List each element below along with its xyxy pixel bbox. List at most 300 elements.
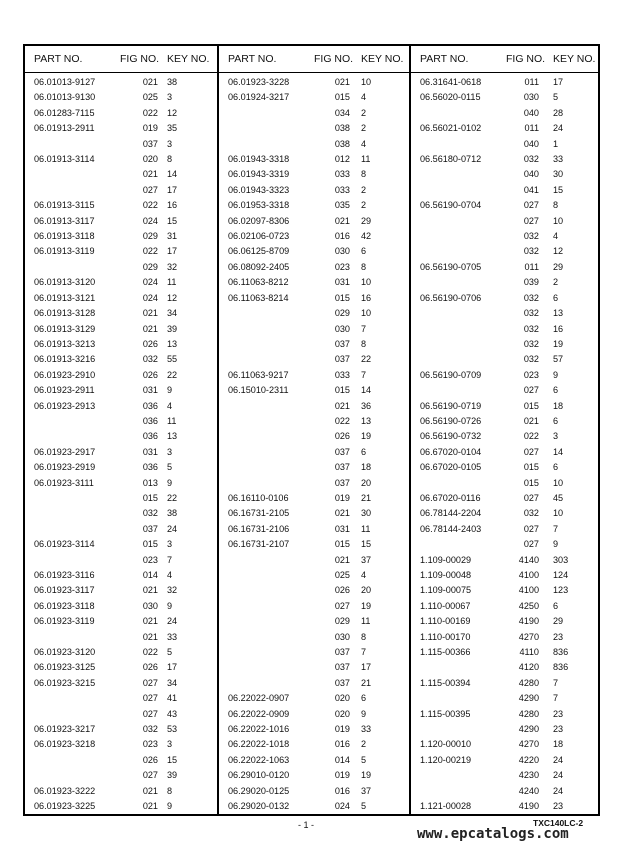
table-row <box>411 476 598 491</box>
table-row <box>25 90 217 105</box>
key-number: 4 <box>553 231 559 242</box>
key-number: 14 <box>167 169 178 180</box>
column-header <box>219 46 409 73</box>
part-number: 06.16731-2107 <box>228 539 290 550</box>
key-number: 2 <box>361 200 367 211</box>
table-row <box>219 537 409 552</box>
fig-number: 037 <box>334 354 350 365</box>
fig-number: 021 <box>334 400 350 411</box>
part-number: 06.56021-0102 <box>420 123 482 134</box>
fig-number: 021 <box>142 77 158 87</box>
fig-number: 025 <box>142 92 158 103</box>
table-row <box>219 106 409 121</box>
table-row <box>411 75 598 90</box>
header-part-no: PART NO. <box>34 53 83 65</box>
key-number: 29 <box>553 616 564 627</box>
part-number: 1.109-00048 <box>420 570 472 580</box>
column-header <box>411 46 598 73</box>
key-number: 24 <box>553 754 564 765</box>
table-row <box>219 722 409 737</box>
fig-number: 032 <box>523 508 539 519</box>
part-number: 06.01923-3218 <box>34 739 96 750</box>
key-number: 16 <box>361 292 372 303</box>
table-row <box>411 753 598 768</box>
part-number: 06.78144-2204 <box>420 508 482 519</box>
fig-number: 027 <box>523 523 539 534</box>
table-row <box>25 645 217 660</box>
part-number: 06.01923-3119 <box>34 616 95 627</box>
table-row <box>411 214 598 229</box>
table-row <box>25 167 217 182</box>
fig-number: 023 <box>142 739 158 750</box>
part-number: 06.01924-3217 <box>228 92 290 103</box>
fig-number: 015 <box>334 92 350 103</box>
table-row <box>25 214 217 229</box>
fig-number: 032 <box>523 323 539 334</box>
key-number: 31 <box>167 231 178 242</box>
table-row <box>411 399 598 414</box>
key-number: 15 <box>167 754 178 765</box>
fig-number: 031 <box>334 277 350 288</box>
table-row <box>25 399 217 414</box>
table-row <box>25 722 217 737</box>
part-number: 06.01923-3228 <box>228 77 290 87</box>
fig-number: 019 <box>334 724 350 735</box>
page-number: - 1 - <box>298 820 315 830</box>
key-number: 9 <box>167 600 173 611</box>
table-row <box>219 90 409 105</box>
key-number: 11 <box>167 277 177 288</box>
fig-number: 023 <box>334 261 350 272</box>
table-row <box>411 368 598 383</box>
fig-number: 021 <box>142 785 158 796</box>
key-number: 4 <box>167 570 173 580</box>
fig-number: 019 <box>142 123 158 134</box>
fig-number: 011 <box>524 77 539 87</box>
table-row <box>411 522 598 537</box>
key-number: 12 <box>167 292 178 303</box>
key-number: 43 <box>167 708 178 719</box>
part-number: 06.29010-0120 <box>228 770 290 781</box>
fig-number: 040 <box>523 138 539 149</box>
table-row <box>219 476 409 491</box>
fig-number: 4240 <box>518 785 539 796</box>
table-row <box>25 322 217 337</box>
fig-number: 4280 <box>518 677 539 688</box>
fig-number: 024 <box>142 292 158 303</box>
key-number: 8 <box>361 261 367 272</box>
table-row <box>25 784 217 799</box>
key-number: 14 <box>553 446 564 457</box>
table-row <box>219 214 409 229</box>
fig-number: 027 <box>523 446 539 457</box>
key-number: 5 <box>167 462 173 473</box>
table-row <box>219 660 409 675</box>
table-row <box>411 275 598 290</box>
key-number: 4 <box>361 570 367 580</box>
fig-number: 026 <box>142 662 158 673</box>
table-row <box>411 445 598 460</box>
key-number: 9 <box>167 385 173 396</box>
table-row <box>411 291 598 306</box>
key-number: 7 <box>167 554 173 565</box>
key-number: 5 <box>167 647 173 658</box>
fig-number: 4140 <box>518 554 539 565</box>
table-row <box>219 630 409 645</box>
part-number: 06.01943-3318 <box>228 154 290 165</box>
fig-number: 021 <box>142 616 158 627</box>
table-row <box>25 707 217 722</box>
table-row <box>411 660 598 675</box>
part-number: 06.01913-3115 <box>34 200 95 211</box>
watermark-url: www.epcatalogs.com <box>417 826 569 842</box>
fig-number: 027 <box>142 184 158 195</box>
fig-number: 027 <box>523 539 539 550</box>
key-number: 5 <box>361 801 367 812</box>
key-number: 124 <box>553 570 569 580</box>
fig-number: 037 <box>334 338 350 349</box>
part-number: 06.01923-2913 <box>34 400 96 411</box>
table-row <box>219 291 409 306</box>
fig-number: 027 <box>523 215 539 226</box>
key-number: 6 <box>553 385 559 396</box>
key-number: 6 <box>553 292 559 303</box>
fig-number: 4230 <box>518 770 539 781</box>
key-number: 2 <box>361 107 367 118</box>
fig-number: 015 <box>142 539 158 550</box>
key-number: 39 <box>167 770 178 781</box>
table-row <box>219 599 409 614</box>
part-number: 06.01913-2911 <box>34 123 95 134</box>
table-row <box>411 137 598 152</box>
key-number: 24 <box>167 523 178 534</box>
fig-number: 4290 <box>518 693 539 704</box>
key-number: 33 <box>553 154 564 165</box>
part-number: 06.01913-3120 <box>34 277 96 288</box>
key-number: 16 <box>167 200 178 211</box>
key-number: 39 <box>167 323 178 334</box>
part-number: 06.22022-1016 <box>228 724 290 735</box>
table-row <box>219 121 409 136</box>
fig-number: 027 <box>142 708 158 719</box>
part-number: 1.115-00366 <box>420 647 471 658</box>
table-row <box>411 352 598 367</box>
table-row <box>25 491 217 506</box>
table-row <box>219 553 409 568</box>
part-number: 06.16110-0106 <box>228 492 289 503</box>
key-number: 3 <box>553 431 559 442</box>
fig-number: 021 <box>142 801 158 812</box>
table-row <box>219 707 409 722</box>
table-row <box>25 183 217 198</box>
fig-number: 032 <box>142 508 158 519</box>
fig-number: 027 <box>142 770 158 781</box>
key-number: 10 <box>361 277 372 288</box>
table-row <box>219 183 409 198</box>
header-fig-no: FIG NO. <box>120 53 160 65</box>
fig-number: 032 <box>523 338 539 349</box>
part-number: 06.01923-3125 <box>34 662 96 673</box>
key-number: 1 <box>553 138 559 149</box>
fig-number: 031 <box>334 523 350 534</box>
table-row <box>411 167 598 182</box>
table-row <box>25 537 217 552</box>
fig-number: 029 <box>142 231 158 242</box>
key-number: 6 <box>553 600 559 611</box>
table-row <box>411 614 598 629</box>
key-number: 9 <box>553 369 559 380</box>
table-row <box>219 137 409 152</box>
fig-number: 4190 <box>518 801 539 812</box>
fig-number: 027 <box>334 600 350 611</box>
key-number: 14 <box>361 385 372 396</box>
table-row <box>219 784 409 799</box>
key-number: 6 <box>361 446 367 457</box>
key-number: 21 <box>361 677 372 688</box>
table-row <box>25 506 217 521</box>
fig-number: 037 <box>334 477 350 488</box>
table-row <box>219 691 409 706</box>
key-number: 10 <box>361 308 372 319</box>
part-number: 06.01923-3225 <box>34 801 96 812</box>
fig-number: 022 <box>142 200 158 211</box>
fig-number: 4270 <box>518 739 539 750</box>
table-row <box>411 198 598 213</box>
table-row <box>25 260 217 275</box>
fig-number: 022 <box>334 415 350 426</box>
part-number: 06.01913-3114 <box>34 154 95 165</box>
key-number: 18 <box>553 400 564 411</box>
table-row <box>25 337 217 352</box>
fig-number: 037 <box>334 446 350 457</box>
key-number: 7 <box>553 523 559 534</box>
table-column-2 <box>217 46 409 814</box>
key-number: 34 <box>167 677 178 688</box>
part-number: 06.31641-0618 <box>420 77 482 87</box>
fig-number: 033 <box>334 169 350 180</box>
key-number: 30 <box>361 508 372 519</box>
fig-number: 026 <box>334 585 350 596</box>
fig-number: 029 <box>142 261 158 272</box>
table-column-1 <box>25 46 217 814</box>
table-row <box>411 583 598 598</box>
fig-number: 022 <box>142 107 158 118</box>
table-row <box>25 383 217 398</box>
fig-number: 4100 <box>518 585 539 596</box>
key-number: 22 <box>167 369 178 380</box>
fig-number: 020 <box>334 693 350 704</box>
key-number: 10 <box>553 215 564 226</box>
part-number: 1.115-00395 <box>420 708 471 719</box>
part-number: 06.67020-0116 <box>420 492 481 503</box>
part-number: 06.67020-0105 <box>420 462 482 473</box>
table-row <box>25 352 217 367</box>
fig-number: 040 <box>523 169 539 180</box>
fig-number: 030 <box>523 92 539 103</box>
table-row <box>411 414 598 429</box>
key-number: 8 <box>361 631 367 642</box>
part-number: 06.01923-2910 <box>34 369 96 380</box>
fig-number: 037 <box>142 523 158 534</box>
table-row <box>25 244 217 259</box>
table-row <box>411 506 598 521</box>
key-number: 19 <box>553 338 564 349</box>
header-key-no: KEY NO. <box>167 53 210 65</box>
table-row <box>219 337 409 352</box>
part-number: 06.01913-3119 <box>34 246 95 257</box>
table-row <box>219 260 409 275</box>
table-row <box>411 183 598 198</box>
key-number: 7 <box>361 323 367 334</box>
part-number: 06.11063-8212 <box>228 277 289 288</box>
fig-number: 037 <box>142 138 158 149</box>
table-row <box>219 244 409 259</box>
part-number: 06.01923-3118 <box>34 600 95 611</box>
table-row <box>25 445 217 460</box>
fig-number: 021 <box>142 323 158 334</box>
fig-number: 041 <box>523 184 539 195</box>
part-number: 06.02106-0723 <box>228 231 290 242</box>
fig-number: 015 <box>523 477 539 488</box>
table-row <box>25 599 217 614</box>
part-number: 06.02097-8306 <box>228 215 290 226</box>
fig-number: 036 <box>142 415 158 426</box>
table-row <box>25 583 217 598</box>
fig-number: 038 <box>334 138 350 149</box>
fig-number: 032 <box>523 354 539 365</box>
key-number: 32 <box>167 585 178 596</box>
fig-number: 021 <box>334 554 350 565</box>
table-rows <box>25 75 217 815</box>
header-key-no: KEY NO. <box>361 53 404 65</box>
table-row <box>25 476 217 491</box>
key-number: 17 <box>361 662 372 673</box>
key-number: 9 <box>553 539 559 550</box>
part-number: 06.01923-3215 <box>34 677 96 688</box>
table-row <box>411 568 598 583</box>
key-number: 11 <box>361 154 371 165</box>
table-row <box>411 599 598 614</box>
table-row <box>219 368 409 383</box>
table-row <box>25 799 217 814</box>
key-number: 23 <box>553 801 564 812</box>
key-number: 13 <box>167 431 178 442</box>
part-number: 06.08092-2405 <box>228 261 290 272</box>
fig-number: 021 <box>334 508 350 519</box>
fig-number: 020 <box>142 154 158 165</box>
key-number: 4 <box>361 138 367 149</box>
fig-number: 015 <box>523 400 539 411</box>
table-row <box>219 167 409 182</box>
fig-number: 4120 <box>518 662 539 673</box>
key-number: 5 <box>553 92 559 103</box>
fig-number: 032 <box>523 154 539 165</box>
fig-number: 031 <box>142 385 158 396</box>
part-number: 06.29020-0132 <box>228 801 290 812</box>
table-row <box>25 291 217 306</box>
fig-number: 032 <box>142 354 158 365</box>
table-row <box>411 322 598 337</box>
table-row <box>411 106 598 121</box>
model-code: TXC140LC-2 <box>533 818 584 828</box>
key-number: 12 <box>553 246 564 257</box>
table-row <box>25 198 217 213</box>
table-row <box>411 676 598 691</box>
table-row <box>411 630 598 645</box>
fig-number: 011 <box>524 261 539 272</box>
fig-number: 4110 <box>519 647 539 658</box>
fig-number: 025 <box>334 570 350 580</box>
key-number: 38 <box>167 77 178 87</box>
fig-number: 022 <box>523 431 539 442</box>
key-number: 2 <box>361 184 367 195</box>
table-row <box>411 152 598 167</box>
part-number: 06.01913-3213 <box>34 338 96 349</box>
fig-number: 035 <box>334 200 350 211</box>
table-row <box>219 429 409 444</box>
part-number: 06.01013-9127 <box>34 77 96 87</box>
fig-number: 029 <box>334 616 350 627</box>
table-row <box>411 337 598 352</box>
part-number: 06.01013-9130 <box>34 92 96 103</box>
key-number: 55 <box>167 354 178 365</box>
table-row <box>219 383 409 398</box>
table-row <box>25 460 217 475</box>
table-row <box>411 553 598 568</box>
key-number: 22 <box>361 354 372 365</box>
table-row <box>25 691 217 706</box>
table-row <box>25 137 217 152</box>
part-number: 1.121-00028 <box>420 801 472 812</box>
fig-number: 015 <box>142 492 158 503</box>
key-number: 19 <box>361 770 372 781</box>
part-number: 06.01943-3319 <box>228 169 290 180</box>
table-row <box>25 152 217 167</box>
key-number: 33 <box>167 631 178 642</box>
table-row <box>219 460 409 475</box>
part-number: 1.120-00010 <box>420 739 472 750</box>
table-row <box>411 491 598 506</box>
table-row <box>219 152 409 167</box>
fig-number: 020 <box>334 708 350 719</box>
key-number: 17 <box>167 184 178 195</box>
fig-number: 032 <box>523 292 539 303</box>
table-row <box>219 645 409 660</box>
fig-number: 032 <box>523 246 539 257</box>
part-number: 1.120-00219 <box>420 754 472 765</box>
table-row <box>411 707 598 722</box>
fig-number: 038 <box>334 123 350 134</box>
table-row <box>25 121 217 136</box>
key-number: 23 <box>553 631 564 642</box>
part-number: 06.22022-0909 <box>228 708 290 719</box>
key-number: 8 <box>361 169 367 180</box>
table-row <box>411 306 598 321</box>
table-row <box>219 75 409 90</box>
fig-number: 036 <box>142 400 158 411</box>
key-number: 11 <box>361 616 371 627</box>
fig-number: 040 <box>523 107 539 118</box>
key-number: 37 <box>361 554 372 565</box>
table-row <box>411 429 598 444</box>
key-number: 5 <box>361 754 367 765</box>
table-row <box>25 75 217 90</box>
fig-number: 031 <box>142 446 158 457</box>
fig-number: 021 <box>334 215 350 226</box>
fig-number: 027 <box>142 677 158 688</box>
key-number: 53 <box>167 724 178 735</box>
table-row <box>411 229 598 244</box>
